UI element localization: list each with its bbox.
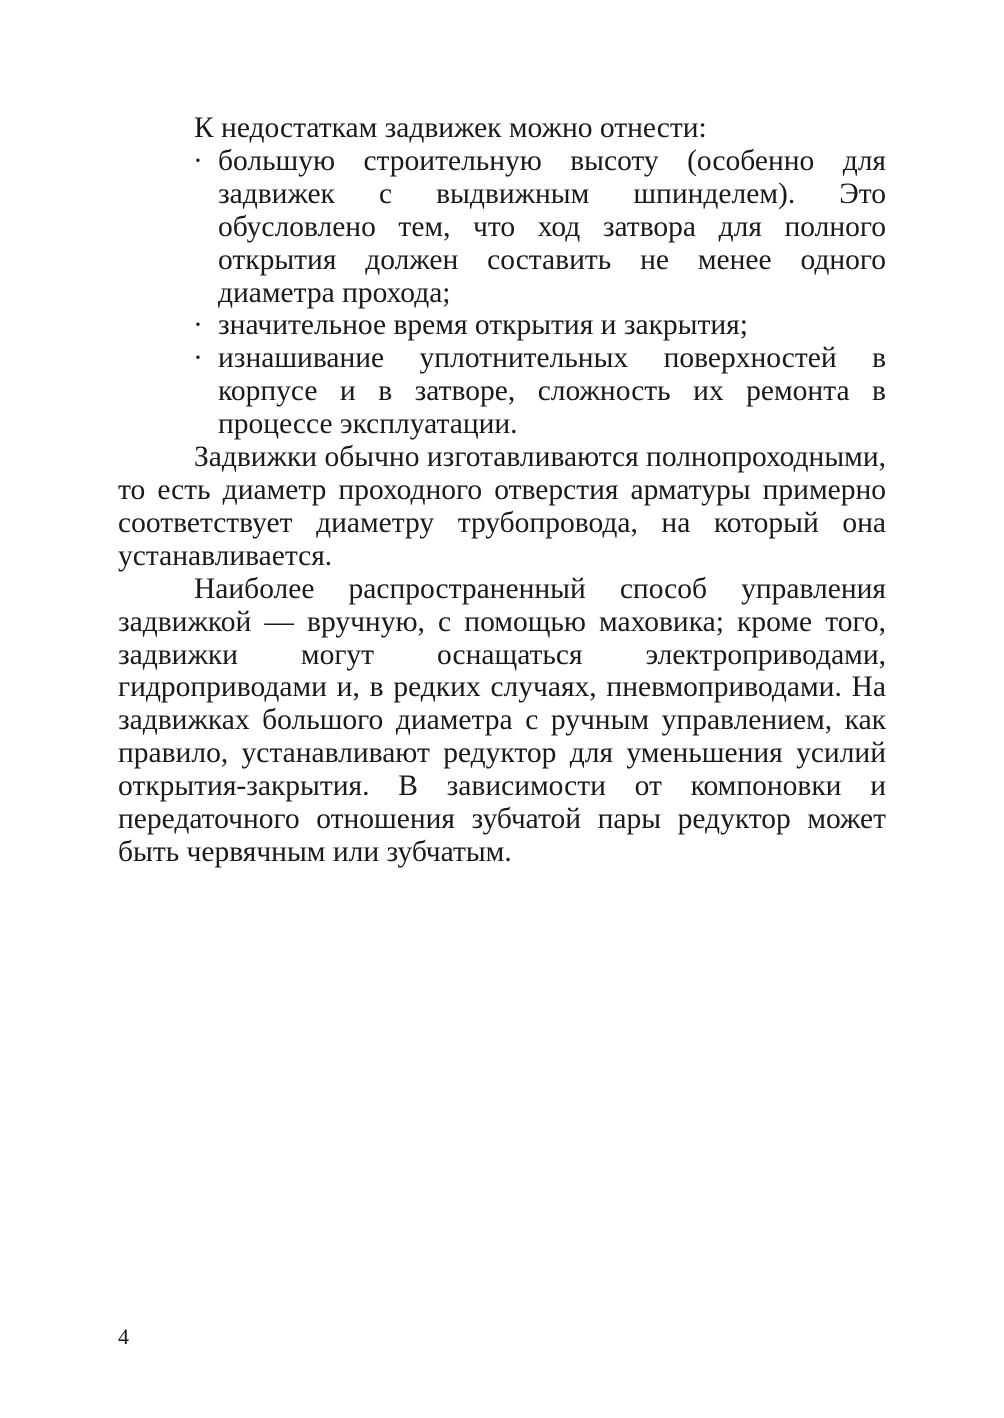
bullet-icon: · xyxy=(193,309,203,342)
bullet-icon: · xyxy=(193,342,203,375)
list-item-text: значительное время открытия и закрытия; xyxy=(218,309,748,342)
list-item-text: большую строительную высоту (особенно для задвижек с выдвижным шпинделем). Это обусловлено тем, что ход затвора для полного открытия должен составить не менее одного диаметра прохода; xyxy=(218,144,886,309)
list-item xyxy=(193,144,886,310)
bullet-icon: · xyxy=(193,144,203,177)
list-item-text: изнашивание уплотнительных поверхностей в корпусе и в затворе, сложность их ремонта в процессе эксплуатации. xyxy=(218,342,886,441)
paragraph-control: Наиболее распространенный способ управления задвижкой — вручную, с помощью маховика; кроме того, задвижки могут оснащаться электроприводами, гидроприводами и, в редких случаях, пневмоприводами. На задвижках большого диаметра с ручным управлением, как правило, устанавливают редуктор для уменьшения усилий открытия-закрытия. В зависимости от компоновки и передаточного отношения зубчатой пары редуктор может быть червячным или зубчатым. xyxy=(118,572,886,868)
page-body xyxy=(118,112,886,869)
list-item xyxy=(193,309,886,342)
page-number: 4 xyxy=(118,1324,129,1349)
disadvantages-list xyxy=(118,145,886,441)
paragraph-full-bore: Задвижки обычно изготавливаются полнопроходными, то есть диаметр проходного отверстия арматуры примерно соответствует диаметру трубопровода, на который она устанавливается. xyxy=(118,441,886,572)
intro-line: К недостаткам задвижек можно отнести: xyxy=(194,112,707,144)
list-item xyxy=(193,342,886,441)
